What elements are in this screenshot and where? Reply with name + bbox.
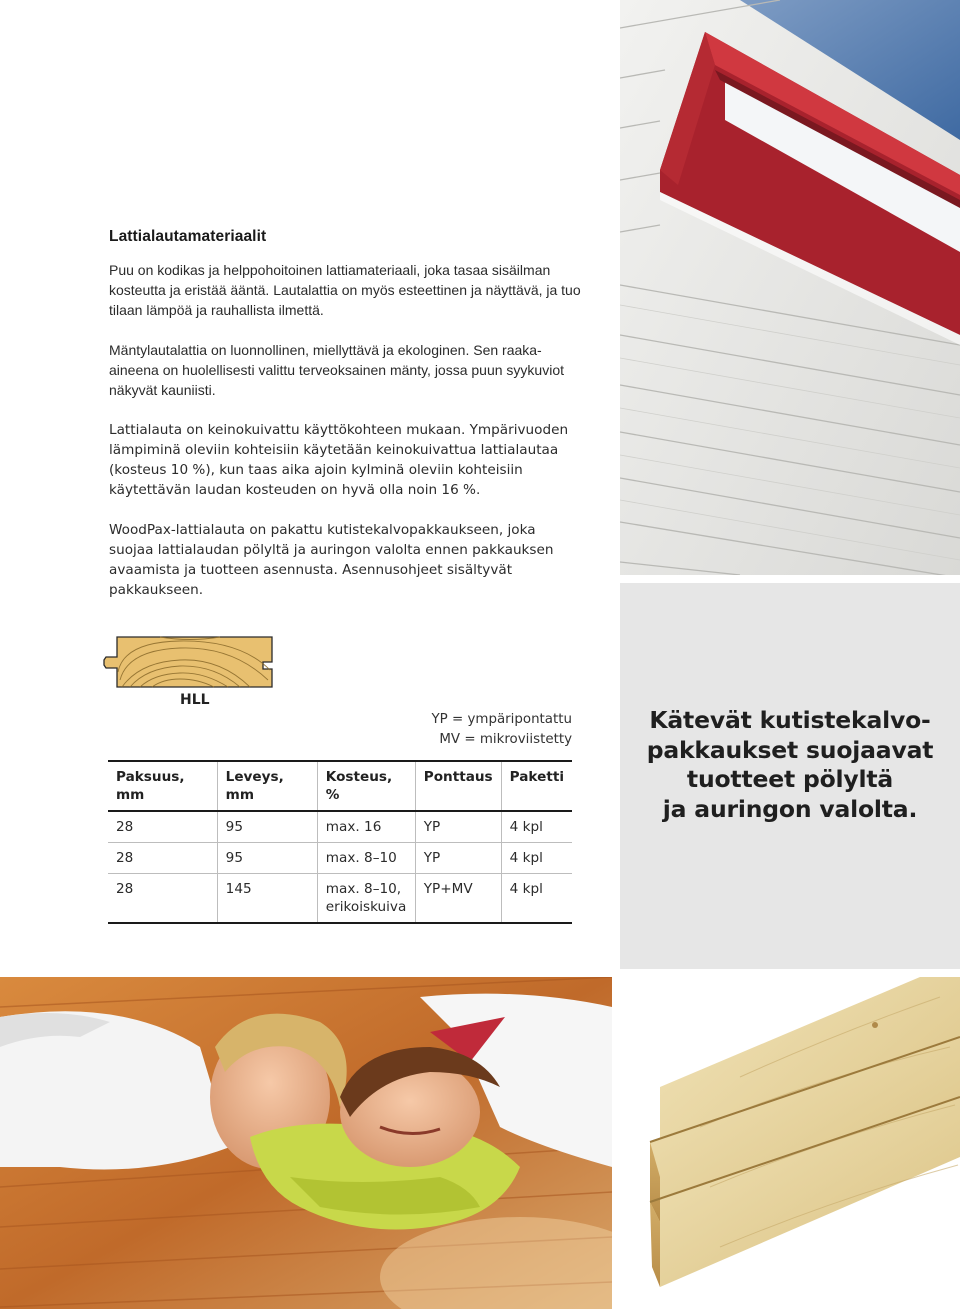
- header-package: Paketti: [501, 761, 572, 811]
- cell-package: 4 kpl: [501, 843, 572, 874]
- cell-thickness: 28: [116, 881, 134, 897]
- cell-package: 4 kpl: [501, 811, 572, 843]
- table-row: [108, 874, 572, 924]
- header-moisture: Kosteus, %: [317, 761, 415, 811]
- facade-photo: [620, 0, 960, 575]
- table-row: [108, 811, 572, 843]
- legend-mv: MV = mikroviistetty: [439, 732, 572, 747]
- paragraph-packaging: WoodPax-lattialauta on pakattu kutistekalvopakkaukseen, joka suojaa lattialaudan pölyltä ja auringon valolta ennen pakkauksen avaamista ja tuotteen asennusta. Asennusohjeet sisältyvät pakkaukseen.: [109, 522, 554, 598]
- paragraph-pine: Mäntylautalattia on luonnollinen, miellyttävä ja ekologinen. Sen raaka-aineena on huolellisesti valittu terveoksainen mänty, jossa puun syykuviot näkyvät kauniisti.: [109, 342, 564, 398]
- cell-thickness: 28: [116, 850, 134, 866]
- cell-width: 95: [217, 843, 317, 874]
- header-width: Leveys, mm: [217, 761, 317, 811]
- profile-label: HLL: [180, 692, 210, 708]
- cell-package: 4 kpl: [501, 874, 572, 924]
- header-tongue-groove: Ponttaus: [415, 761, 501, 811]
- specification-table: [108, 760, 572, 924]
- cell-moisture: max. 8–10: [317, 843, 415, 874]
- floorboard-profile-illustration: [100, 632, 280, 692]
- cell-tongue-groove: YP: [415, 811, 501, 843]
- table-header-row: [108, 761, 572, 811]
- callout-line: ja auringon valolta.: [662, 794, 918, 823]
- floorboard-planks-photo: [620, 977, 960, 1309]
- cell-width: 145: [217, 874, 317, 924]
- couple-on-floor-photo: [0, 977, 612, 1309]
- callout-line: pakkaukset suojaavat: [646, 735, 934, 764]
- header-thickness: Paksuus, mm: [116, 769, 185, 803]
- legend-yp: YP = ympäripontattu: [431, 712, 572, 727]
- cell-tongue-groove: YP+MV: [415, 874, 501, 924]
- paragraph-intro: Puu on kodikas ja helppohoitoinen lattiamateriaali, joka tasaa sisäilman kosteutta ja eristää ääntä. Lautalattia on myös esteettinen ja näyttävä, ja tuo tilaan lämpöä ja rauhallista ilmettä.: [109, 262, 581, 318]
- callout-line: Kätevät kutistekalvo-: [649, 706, 931, 734]
- cell-moisture: max. 16: [317, 811, 415, 843]
- cell-moisture: max. 8–10, erikoiskuiva: [317, 874, 415, 924]
- cell-width: 95: [217, 811, 317, 843]
- cell-tongue-groove: YP: [415, 843, 501, 874]
- abbreviation-legend: [431, 710, 572, 750]
- callout-text: [620, 706, 960, 824]
- cell-thickness: 28: [116, 819, 134, 835]
- table-row: [108, 843, 572, 874]
- paragraph-drying: Lattialauta on keinokuivattu käyttökohteen mukaan. Ympärivuoden lämpiminä oleviin kohteisiin käytetään keinokuivattua lattialautaa (kosteus 10 %), kun taas aika ajoin kylminä oleviin kohteisiin käytettävän laudan kosteuden on hyvä olla noin 16 %.: [109, 422, 569, 498]
- section-heading: Lattialautamateriaalit: [109, 228, 267, 245]
- callout-line: tuotteet pölyltä: [686, 765, 894, 793]
